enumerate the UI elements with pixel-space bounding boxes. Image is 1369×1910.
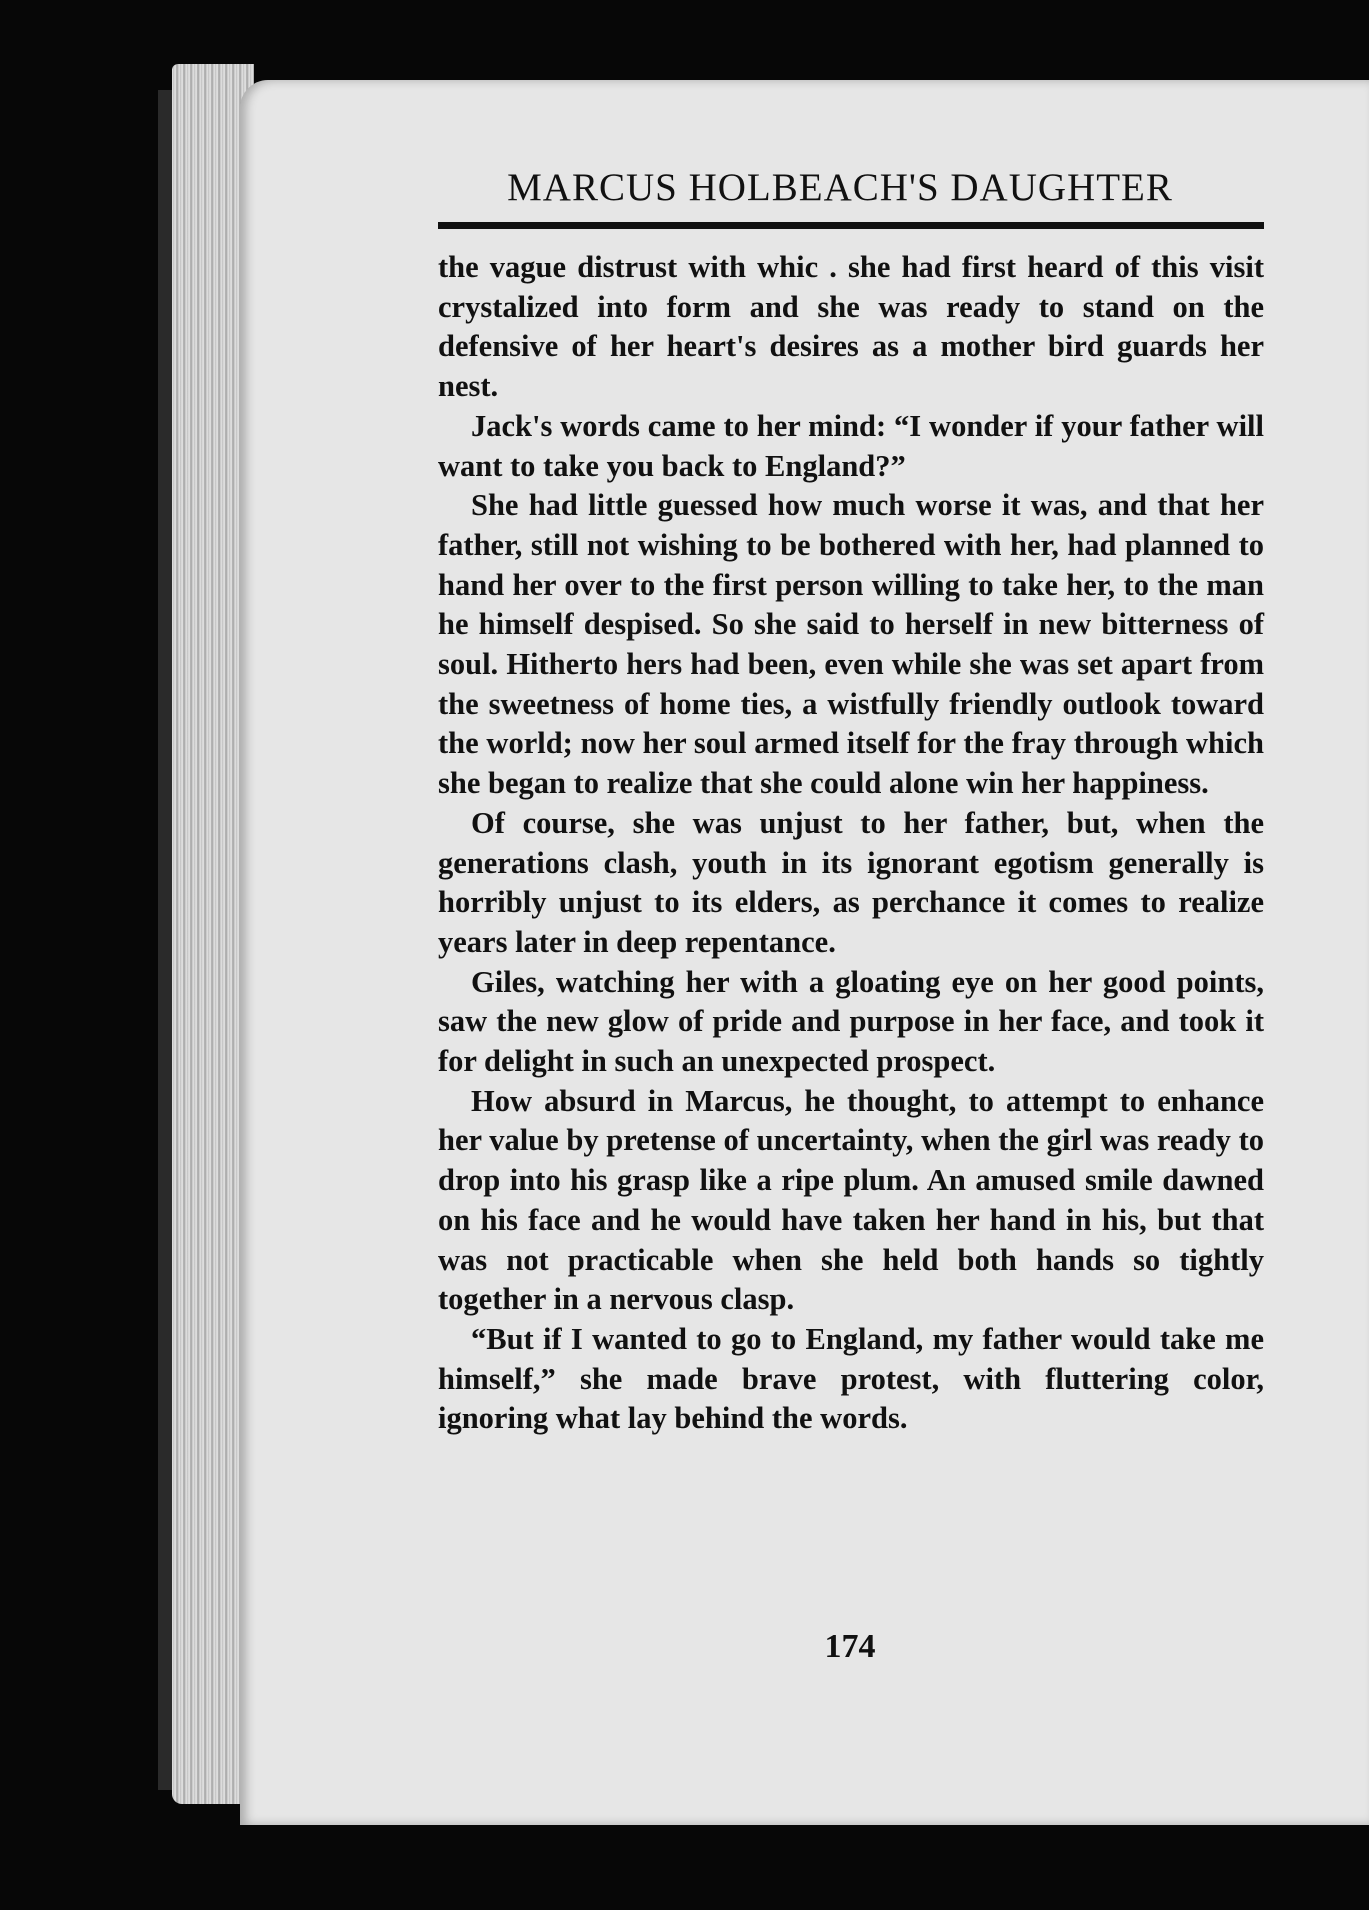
head-rule [438, 222, 1264, 229]
paragraph-2: Jack's words came to her mind: “I wonder if your father will want to take you back to England?” [438, 408, 1264, 483]
paragraph-5: Giles, watching her with a gloating eye on her good points, saw the new glow of pride and purpose in her face, and took it for delight in such an unexpected prospect. [438, 964, 1264, 1079]
paragraph-1: the vague distrust with whic . she had first heard of this visit crystalized into form and she was ready to stand on the defensive of her heart's desires as a mother bird guards her nest. [438, 250, 1264, 404]
paragraph-3: She had little guessed how much worse it was, and that her father, still not wishing to be bothered with her, had planned to hand her over to the first person willing to take her, to the man he himself despised. So she said to herself in new bitterness of soul. Hitherto hers had been, even while she was set apart from the sweetness of home ties, a wistfully friendly outlook toward the world; now her soul armed itself for the fray through which she began to realize that she could alone win her happiness. [438, 488, 1264, 801]
body-text [438, 248, 1264, 1439]
paragraph-6: How absurd in Marcus, he thought, to attempt to enhance her value by pretense of uncertainty, when the girl was ready to drop into his grasp like a ripe plum. An amused smile dawned on his face and he would have taken her hand in his, but that was not practicable when she held both hands so tightly together in a nervous clasp. [438, 1083, 1264, 1317]
page-number: 174 [824, 1628, 876, 1665]
paragraph-7: “But if I wanted to go to England, my father would take me himself,” she made brave protest, with fluttering color, ignoring what lay behind the words. [438, 1321, 1264, 1436]
running-head: MARCUS HOLBEACH'S DAUGHTER [507, 166, 1173, 209]
paragraph-4: Of course, she was unjust to her father, but, when the generations clash, youth in its ignorant egotism generally is horribly unjust to its elders, as perchance it comes to realize years later in deep repentance. [438, 805, 1264, 959]
